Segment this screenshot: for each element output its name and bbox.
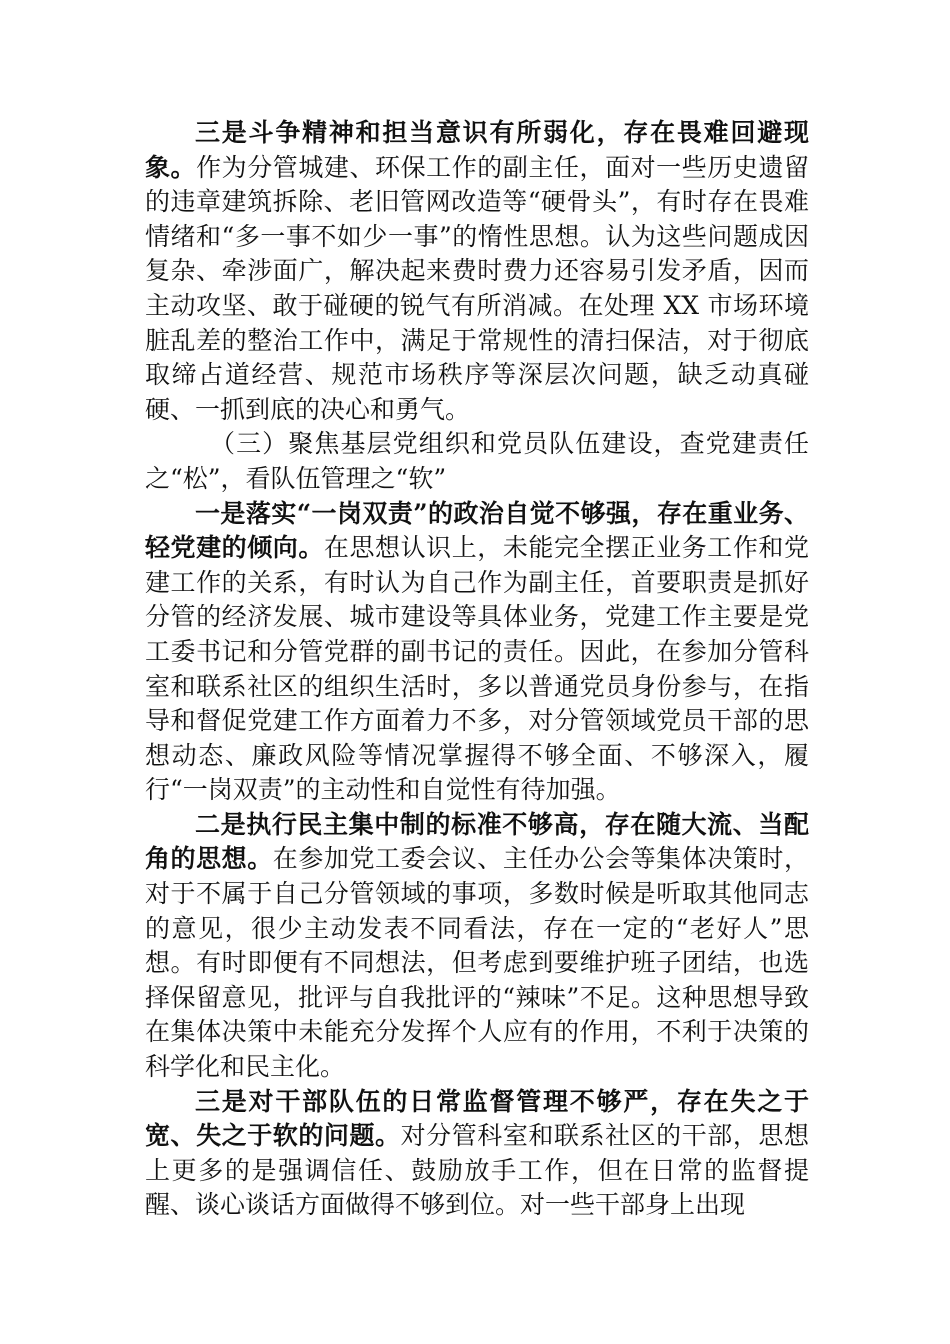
paragraph-lead: 一是落实“一岗双责”的政治自觉不够强，存在重业务、轻党建的倾向。 [145,498,809,563]
paragraph-body: 在思想认识上，未能完全摆正业务工作和党建工作的关系，有时认为自己作为副主任，首要职责是抓好分管的经济发展、城市建设等具体业务，党建工作主要是党工委书记和分管党群的副书记的责任。因此，在参加分管科室和联系社区的组织生活时，多以普通党员身份参与，在指导和督促党建工作方面着力不多，对分管领域党员干部的思想动态、廉政风险等情况掌握得不够全面、不够深入，履行“一岗双责”的主动性和自觉性有待加强。 [145,533,809,805]
paragraph-body: 在参加党工委会议、主任办公会等集体决策时，对于不属于自己分管领域的事项，多数时候是听取其他同志的意见，很少主动发表不同看法，存在一定的“老好人”思想。有时即便有不同想法，但考虑到要维护班子团结，也选择保留意见，批评与自我批评的“辣味”不足。这种思想导致在集体决策中未能充分发挥个人应有的作用，不利于决策的科学化和民主化。 [145,844,809,1082]
paragraph-lead: 三是对干部队伍的日常监督管理不够严，存在失之于宽、失之于软的问题。 [145,1086,809,1151]
paragraph-lead: 三是斗争精神和担当意识有所弱化，存在畏难回避现象。 [145,118,809,182]
paragraph-lead: 二是执行民主集中制的标准不够高，存在随大流、当配角的思想。 [145,809,809,874]
section-heading-party-building [145,427,809,496]
document-page [145,116,809,1223]
paragraph-cadre-supervision [145,1085,809,1223]
paragraph-body: 作为分管城建、环保工作的副主任，面对一些历史遗留的违章建筑拆除、老旧管网改造等“硬骨头”，有时存在畏难情绪和“多一事不如少一事”的惰性思想。认为这些问题成因复杂、牵涉面广，解决起来费时费力还容易引发矛盾，因而主动攻坚、敢于碰硬的锐气有所消减。在处理 XX 市场环境脏乱差的整治工作中，满足于常规性的清扫保洁，对于彻底取缔占道经营、规范市场秩序等深层次问题，缺乏动真碰硬、一抓到底的决心和勇气。 [145,152,809,424]
section-heading-text: （三）聚焦基层党组织和党员队伍建设，查党建责任之“松”，看队伍管理之“软” [145,429,809,493]
paragraph-dual-responsibility [145,497,809,808]
paragraph-struggle-spirit [145,116,809,427]
paragraph-body: 对分管科室和联系社区的干部，思想上更多的是强调信任、鼓励放手工作，但在日常的监督提醒、谈心谈话方面做得不够到位。对一些干部身上出现 [145,1121,809,1220]
paragraph-democratic-centralism [145,808,809,1085]
